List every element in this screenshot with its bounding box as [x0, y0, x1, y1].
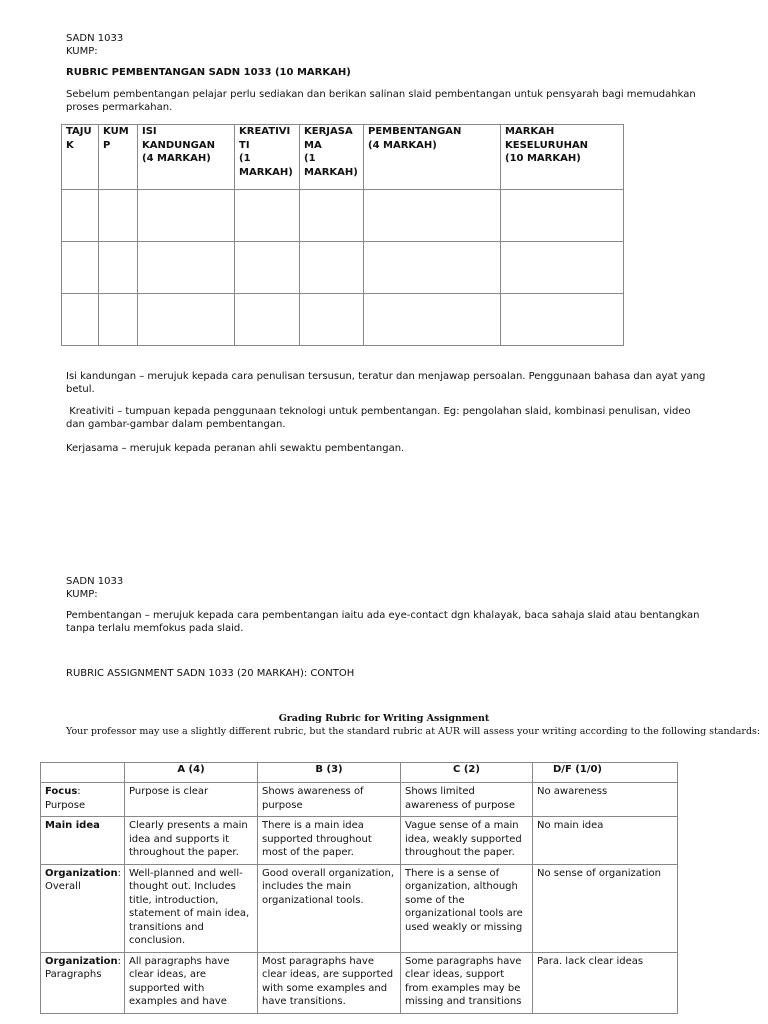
table-cell[interactable]: [364, 294, 501, 346]
rubric-cell: Para. lack clear ideas: [533, 952, 678, 1013]
note-isi-kandungan: Isi kandungan – merujuk kepada cara penulisan tersusun, teratur dan menjawap persoalan. Penggunaan bahasa dan ayat yang betul.: [66, 371, 706, 395]
table-cell[interactable]: [235, 294, 300, 346]
grade-header-row: [41, 763, 678, 783]
criterion-focus: Focus: Purpose: [41, 783, 125, 817]
grading-rubric-subtitle: Your professor may use a slightly different rubric, but the standard rubric at AUR will assess your writing according to the following standards:: [66, 726, 761, 737]
table-cell[interactable]: [364, 242, 501, 294]
header-kerjasama: KERJASA MA (1 MARKAH): [300, 125, 364, 190]
criterion-organization-paragraphs: Organization: Paragraphs: [41, 952, 125, 1013]
header-isi-kandungan: ISI KANDUNGAN (4 MARKAH): [138, 125, 235, 190]
table-cell[interactable]: [300, 190, 364, 242]
rubric-cell: All paragraphs have clear ideas, are supported with examples and have: [125, 952, 258, 1013]
table-cell[interactable]: [501, 294, 624, 346]
table-cell[interactable]: [235, 242, 300, 294]
header-pembentangan: PEMBENTANGAN (4 MARKAH): [364, 125, 501, 190]
table-cell[interactable]: [62, 190, 99, 242]
rubric-cell: Most paragraphs have clear ideas, are supported with some examples and have transitions.: [258, 952, 401, 1013]
criterion-organization-overall: Organization: Overall: [41, 864, 125, 952]
rubric-title: RUBRIC PEMBENTANGAN SADN 1033 (10 MARKAH): [66, 67, 351, 78]
assignment-title: RUBRIC ASSIGNMENT SADN 1033 (20 MARKAH): CONTOH: [66, 668, 355, 679]
rubric-cell: No main idea: [533, 817, 678, 865]
rubric-cell: No awareness: [533, 783, 678, 817]
rubric-cell: Clearly presents a main idea and supports it throughout the paper.: [125, 817, 258, 865]
table-cell[interactable]: [501, 242, 624, 294]
rubric-cell: There is a sense of organization, although some of the organizational tools are used weakly or missing: [401, 864, 533, 952]
table-cell[interactable]: [138, 190, 235, 242]
note-pembentangan: Pembentangan – merujuk kepada cara pembentangan iaitu ada eye-contact dgn khalayak, baca sahaja slaid atau bentangkan tanpa terlalu memfokus pada slaid.: [66, 610, 700, 634]
table-cell[interactable]: [99, 190, 138, 242]
table-cell[interactable]: [138, 242, 235, 294]
table-row: [41, 817, 678, 865]
rubric-cell: Shows awareness of purpose: [258, 783, 401, 817]
rubric-cell: Vague sense of a main idea, weakly supported throughout the paper.: [401, 817, 533, 865]
group-label: KUMP:: [66, 46, 98, 57]
grade-a-header: A (4): [125, 763, 258, 783]
table-cell[interactable]: [501, 190, 624, 242]
rubric-cell: There is a main idea supported throughout most of the paper.: [258, 817, 401, 865]
table-row: [41, 864, 678, 952]
criterion-main-idea: Main idea: [41, 817, 125, 865]
rubric-cell: Shows limited awareness of purpose: [401, 783, 533, 817]
header-kreativiti: KREATIVI TI (1 MARKAH): [235, 125, 300, 190]
course-code: SADN 1033 KUMP:: [66, 33, 124, 57]
header-blank: [41, 763, 125, 783]
header-tajuk: TAJU K: [62, 125, 99, 190]
table-cell[interactable]: [300, 294, 364, 346]
rubric-cell: Good overall organization, includes the main organizational tools.: [258, 864, 401, 952]
table-cell[interactable]: [62, 294, 99, 346]
rubric-cell: Purpose is clear: [125, 783, 258, 817]
table-row: [41, 783, 678, 817]
table-row: [41, 952, 678, 1013]
table-cell[interactable]: [235, 190, 300, 242]
grade-c-header: C (2): [401, 763, 533, 783]
table-row: [62, 294, 624, 346]
table-row: [62, 242, 624, 294]
note-kreativiti: Kreativiti – tumpuan kepada penggunaan teknologi untuk pembentangan. Eg: pengolahan slaid, kombinasi penulisan, video dan gambar-gambar dalam pembentangan.: [66, 406, 694, 430]
header-markah-keseluruhan: MARKAH KESELURUHAN (10 MARKAH): [501, 125, 624, 190]
grading-rubric-title: Grading Rubric for Writing Assignment: [278, 713, 490, 724]
presentation-rubric-table: [61, 124, 624, 346]
grade-b-header: B (3): [258, 763, 401, 783]
group-label-2: KUMP:: [66, 589, 98, 600]
rubric-cell: No sense of organization: [533, 864, 678, 952]
table-cell[interactable]: [62, 242, 99, 294]
table-header-row: [62, 125, 624, 190]
table-cell[interactable]: [364, 190, 501, 242]
table-cell[interactable]: [99, 294, 138, 346]
note-kerjasama: Kerjasama – merujuk kepada peranan ahli sewaktu pembentangan.: [66, 443, 405, 454]
intro-paragraph: Sebelum pembentangan pelajar perlu sediakan dan berikan salinan slaid pembentangan untuk pensyarah bagi memudahkan proses permarkahan.: [66, 89, 696, 113]
rubric-cell: Well-planned and well-thought out. Includes title, introduction, statement of main idea, transitions and conclusion.: [125, 864, 258, 952]
course-code-2: SADN 1033 KUMP:: [66, 576, 124, 600]
writing-rubric-table: [40, 762, 678, 1014]
grade-df-header: D/F (1/0): [533, 763, 678, 783]
header-kump: KUM P: [99, 125, 138, 190]
table-cell[interactable]: [300, 242, 364, 294]
table-cell[interactable]: [138, 294, 235, 346]
rubric-cell: Some paragraphs have clear ideas, support from examples may be missing and transitions: [401, 952, 533, 1013]
table-cell[interactable]: [99, 242, 138, 294]
table-row: [62, 190, 624, 242]
